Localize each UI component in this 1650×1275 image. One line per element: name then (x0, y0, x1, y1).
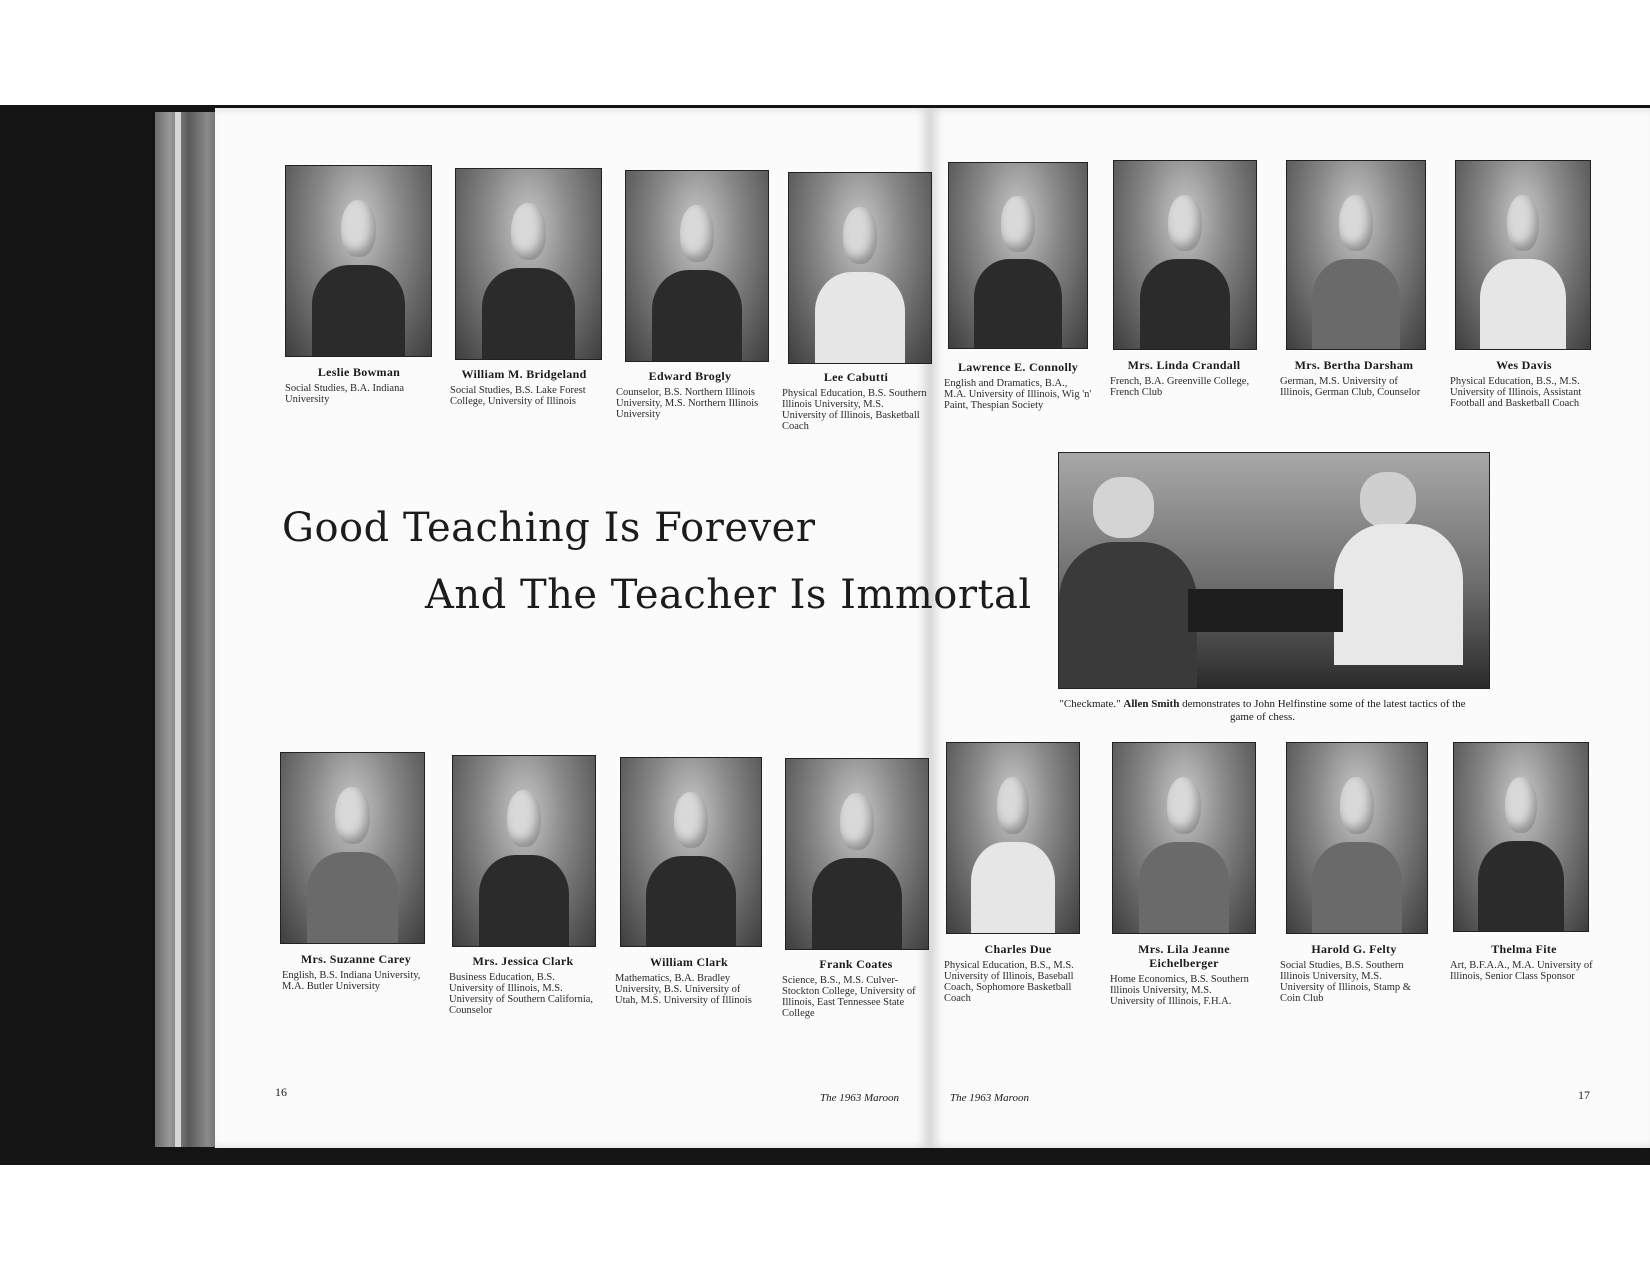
faculty-entry (944, 360, 1092, 411)
faculty-name: Mrs. Bertha Darsham (1294, 358, 1414, 372)
faculty-photo (1286, 742, 1428, 934)
faculty-credentials: Art, B.F.A.A., M.A. University of Illinois, Senior Class Sponsor (1450, 960, 1593, 982)
faculty-credentials: Science, B.S., M.S. Culver-Stockton College, University of Illinois, East Tennessee State College (782, 975, 916, 1019)
faculty-name: William M. Bridgeland (461, 367, 587, 381)
faculty-photo (1286, 160, 1426, 350)
faculty-photo (285, 165, 432, 357)
faculty-photo (948, 162, 1088, 349)
faculty-entry (1280, 942, 1428, 1004)
faculty-name: Frank Coates (819, 957, 893, 971)
faculty-credentials: French, B.A. Greenville College, French Club (1110, 376, 1250, 398)
right-page-number: 17 (1578, 1088, 1590, 1102)
faculty-photo (625, 170, 769, 362)
faculty-photo (1113, 160, 1257, 350)
page-headline-line-1: Good Teaching Is Forever (282, 505, 816, 551)
faculty-photo (1455, 160, 1591, 350)
faculty-name: Leslie Bowman (317, 365, 401, 379)
faculty-photo (452, 755, 596, 947)
faculty-credentials: English and Dramatics, B.A., M.A. University of Illinois, Wig 'n' Paint, Thespian Society (944, 378, 1092, 411)
faculty-credentials: Social Studies, B.S. Lake Forest College, University of Illinois (450, 385, 586, 407)
faculty-credentials: Counselor, B.S. Northern Illinois University, M.S. Northern Illinois University (616, 387, 759, 420)
faculty-entry (1280, 358, 1428, 398)
caption-name: Allen Smith (1123, 698, 1180, 710)
faculty-name: Mrs. Jessica Clark (472, 954, 574, 968)
faculty-name: William Clark (649, 955, 728, 969)
faculty-name: Mrs. Lila Jeanne Eichelberger (1138, 942, 1230, 970)
faculty-entry (285, 365, 433, 405)
faculty-name: Edward Brogly (648, 369, 732, 383)
faculty-name: Lee Cabutti (823, 370, 889, 384)
faculty-entry (1110, 358, 1258, 398)
faculty-entry (1450, 358, 1598, 409)
faculty-entry (615, 955, 763, 1006)
faculty-entry (944, 942, 1092, 1004)
faculty-name: Wes Davis (1496, 358, 1552, 372)
faculty-name: Charles Due (984, 942, 1052, 956)
faculty-credentials: Physical Education, B.S., M.S. University of Illinois, Baseball Coach, Sophomore Basketball Coach (944, 960, 1074, 1004)
faculty-photo (788, 172, 932, 364)
faculty-entry (616, 369, 764, 420)
faculty-credentials: German, M.S. University of Illinois, German Club, Counselor (1280, 376, 1421, 398)
faculty-credentials: Social Studies, B.A. Indiana University (285, 383, 404, 405)
faculty-entry (1110, 942, 1258, 1007)
faculty-photo (620, 757, 762, 947)
faculty-credentials: Home Economics, B.S. Southern Illinois University, M.S. University of Illinois, F.H.A. (1110, 974, 1249, 1007)
faculty-name: Mrs. Linda Crandall (1127, 358, 1241, 372)
faculty-photo (946, 742, 1080, 934)
faculty-name: Lawrence E. Connolly (957, 360, 1079, 374)
faculty-name: Thelma Fite (1491, 942, 1557, 956)
faculty-photo (785, 758, 929, 950)
chess-photo-caption (1055, 698, 1470, 724)
faculty-entry (782, 370, 930, 432)
faculty-entry (450, 367, 598, 407)
left-folio: The 1963 Maroon (820, 1092, 900, 1104)
faculty-credentials: Mathematics, B.A. Bradley University, B.S. University of Utah, M.S. University of Illinois (615, 973, 752, 1006)
faculty-photo (1112, 742, 1256, 934)
caption-quote: "Checkmate." (1059, 698, 1121, 710)
faculty-name: Harold G. Felty (1311, 942, 1397, 956)
faculty-photo (280, 752, 425, 944)
page-headline-line-2: And The Teacher Is Immortal (425, 572, 1032, 618)
faculty-photo (1453, 742, 1589, 932)
faculty-credentials: Physical Education, B.S. Southern Illinois University, M.S. University of Illinois, Basketball Coach (782, 388, 927, 432)
faculty-entry (449, 954, 597, 1016)
left-page-number: 16 (275, 1085, 287, 1099)
right-folio: The 1963 Maroon (950, 1092, 1030, 1104)
faculty-photo (455, 168, 602, 360)
caption-text: demonstrates to John Helfinstine some of the latest tactics of the game of chess. (1182, 698, 1466, 723)
faculty-entry (782, 957, 930, 1019)
faculty-credentials: English, B.S. Indiana University, M.A. Butler University (282, 970, 421, 992)
chess-photo (1058, 452, 1490, 689)
faculty-name: Mrs. Suzanne Carey (300, 952, 412, 966)
faculty-entry (1450, 942, 1598, 982)
faculty-credentials: Social Studies, B.S. Southern Illinois University, M.S. University of Illinois, Stamp & Coin Club (1280, 960, 1411, 1004)
faculty-credentials: Business Education, B.S. University of Illinois, M.S. University of Southern California, Counselor (449, 972, 594, 1016)
faculty-entry (282, 952, 430, 992)
faculty-credentials: Physical Education, B.S., M.S. University of Illinois, Assistant Football and Basketball Coach (1450, 376, 1582, 409)
